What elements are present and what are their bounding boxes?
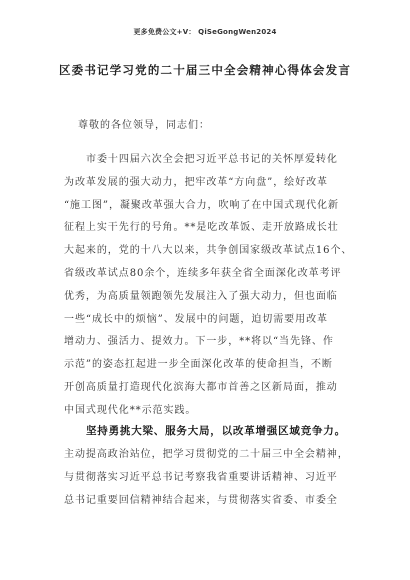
body-paragraph-2 <box>64 444 364 512</box>
paragraph-line: 主动提高政治站位，把学习贯彻党的二十届三中全会精神， <box>64 449 349 460</box>
paragraph-line: 省级改革试点80余个，连续多年获全省全面深化改革考评 <box>64 267 342 279</box>
paragraph-line: 中国式现代化**示范实践。 <box>64 404 197 416</box>
header-note: 更多免费公文+V： QiSeGongWen2024 <box>133 28 277 36</box>
paragraph-line: 为改革发展的强大动力，把牢改革“方向盘”，绘好改革 <box>64 176 328 188</box>
paragraph-line: 优秀，为高质量领跑领先发展注入了强大动力，但也面临 <box>64 290 338 302</box>
section-heading: 坚持勇挑大梁、服务大局，以改革增强区域竞争力。 <box>86 425 346 437</box>
paragraph-line: 示范”的姿态扛起进一步全面深化改革的使命担当，不断 <box>64 359 333 371</box>
body-paragraph-1 <box>64 149 364 423</box>
document-title: 区委书记学习党的二十届三中全会精神心得体会发言 <box>58 63 352 77</box>
paragraph-line: 征程上实干先行的号角。**是吃改革饭、走开放路成长壮 <box>64 222 339 234</box>
paragraph-line: 增动力、强活力、提效力。下一步，**将以“当先锋、作 <box>64 336 334 348</box>
paragraph-line: 开创高质量打造现代化滨海大都市首善之区新局面，推动 <box>64 381 338 393</box>
paragraph-line: 一些“成长中的烦恼”、发展中的问题，迫切需要用改革 <box>64 313 328 325</box>
paragraph-line: 市委十四届六次全会把习近平总书记的关怀厚爱转化 <box>86 154 338 165</box>
paragraph-line: 大起来的，党的十八大以来，共争创国家级改革试点16个、 <box>64 245 353 257</box>
paragraph-line: “施工图”，凝聚改革强大合力，吹响了在中国式现代化新 <box>64 199 339 211</box>
salutation: 尊敬的各位领导，同志们： <box>78 120 210 131</box>
paragraph-line: 总书记重要回信精神结合起来，与贯彻落实省委、市委全 <box>64 494 338 506</box>
paragraph-line: 与贯彻落实习近平总书记考察我省重要讲话精神、习近平 <box>64 471 338 483</box>
